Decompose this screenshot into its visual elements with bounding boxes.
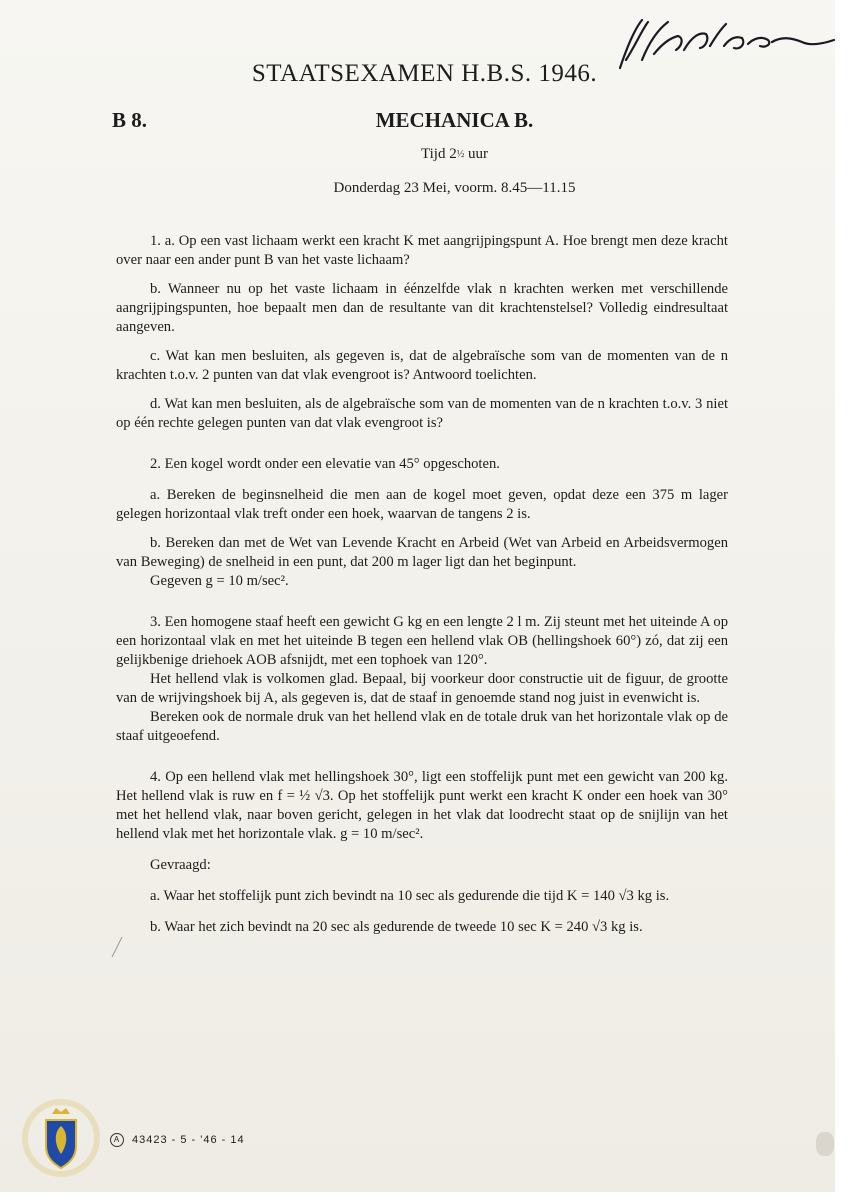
scan-edge-bottom — [0, 1192, 849, 1200]
question-1b: b. Wanneer nu op het vaste lichaam in éénzelfde vlak n krachten werken met verschillende aangrijpingspunten, hoe bepaalt men dan de resultante van dit krachtenstelsel? Volledig eindresultaat aangeven. — [116, 281, 728, 335]
question-3-p1: 3. Een homogene staaf heeft een gewicht G kg en een lengte 2 l m. Zij steunt met het uiteinde A op een horizontaal vlak en met het uiteinde B tegen een hellend vlak OB (hellingshoek 60°) zó, dat zij een gelijkbenige driehoek AOB afsnijdt, met een tophoek van 120°. — [116, 614, 728, 668]
library-stamp-crest — [14, 1098, 108, 1178]
question-3-p3: Bereken ook de normale druk van het hellend vlak en de totale druk van het horizontale vlak op de staaf uitgeoefend. — [116, 709, 728, 744]
printer-mark-icon: A — [110, 1133, 124, 1147]
exam-date: Donderdag 23 Mei, voorm. 8.45—11.15 — [333, 180, 576, 196]
paper-stain — [816, 1132, 834, 1156]
pencil-mark — [110, 935, 124, 959]
exam-body — [116, 232, 728, 937]
exam-duration: Tijd 2½ uur — [421, 146, 488, 162]
question-2-given: Gegeven g = 10 m/sec². — [150, 573, 289, 589]
question-3-p2: Het hellend vlak is volkomen glad. Bepaal, bij voorkeur door constructie uit de figuur, de grootte van de wrijvingshoek bij A, als gegeven is, dat de staaf in genoemde stand nog juist in evenwicht is. — [116, 671, 728, 706]
question-2a: a. Bereken de beginsnelheid die men aan de kogel moet geven, opdat deze een 375 m lager gelegen horizontaal vlak treft onder een hoek, waarvan de tangens 2 is. — [116, 487, 728, 522]
question-4b: b. Waar het zich bevindt na 20 sec als gedurende de tweede 10 sec K = 240 √3 kg is. — [150, 919, 643, 935]
question-4a: a. Waar het stoffelijk punt zich bevindt na 10 sec als gedurende die tijd K = 140 √3 kg is. — [150, 888, 670, 904]
question-4-asked: Gevraagd: — [150, 857, 211, 873]
question-2b: b. Bereken dan met de Wet van Levende Kracht en Arbeid (Wet van Arbeid en Arbeidsvermogen van Beweging) de snelheid in een punt, dat 200 m lager ligt dan het beginpunt. — [116, 535, 728, 570]
question-1d: d. Wat kan men besluiten, als de algebraïsche som van de momenten van de n krachten t.o.v. 3 niet op één rechte gelegen punten van dat vlak evengroot is? — [116, 396, 728, 431]
question-2-intro: 2. Een kogel wordt onder een elevatie van 45° opgeschoten. — [150, 456, 500, 472]
exam-code: B 8. — [112, 108, 148, 132]
question-4-p1: 4. Op een hellend vlak met hellingshoek 30°, ligt een stoffelijk punt met een gewicht van 200 kg. Het hellend vlak is ruw en f = ½ √3. Op het stoffelijk punt werkt een kracht K onder een hoek van 30° met het hellend vlak, naar boven gericht, gelegen in het vlak dat loodrecht staat op de snijlijn van het hellend vlak met het horizontale vlak. g = 10 m/sec². — [116, 769, 728, 842]
exam-subject: MECHANICA B. — [375, 108, 534, 132]
exam-title: STAATSEXAMEN H.B.S. 1946. — [251, 60, 598, 87]
print-code: A 43423 - 5 - '46 - 14 — [110, 1133, 245, 1147]
question-1c: c. Wat kan men besluiten, als gegeven is, dat de algebraïsche som van de momenten van de n krachten t.o.v. 2 punten van dat vlak evengroot is? Antwoord toelichten. — [116, 348, 728, 383]
question-1a: 1. a. Op een vast lichaam werkt een kracht K met aangrijpingspunt A. Hoe brengt men deze kracht over naar een ander punt B van het vaste lichaam? — [116, 233, 728, 268]
